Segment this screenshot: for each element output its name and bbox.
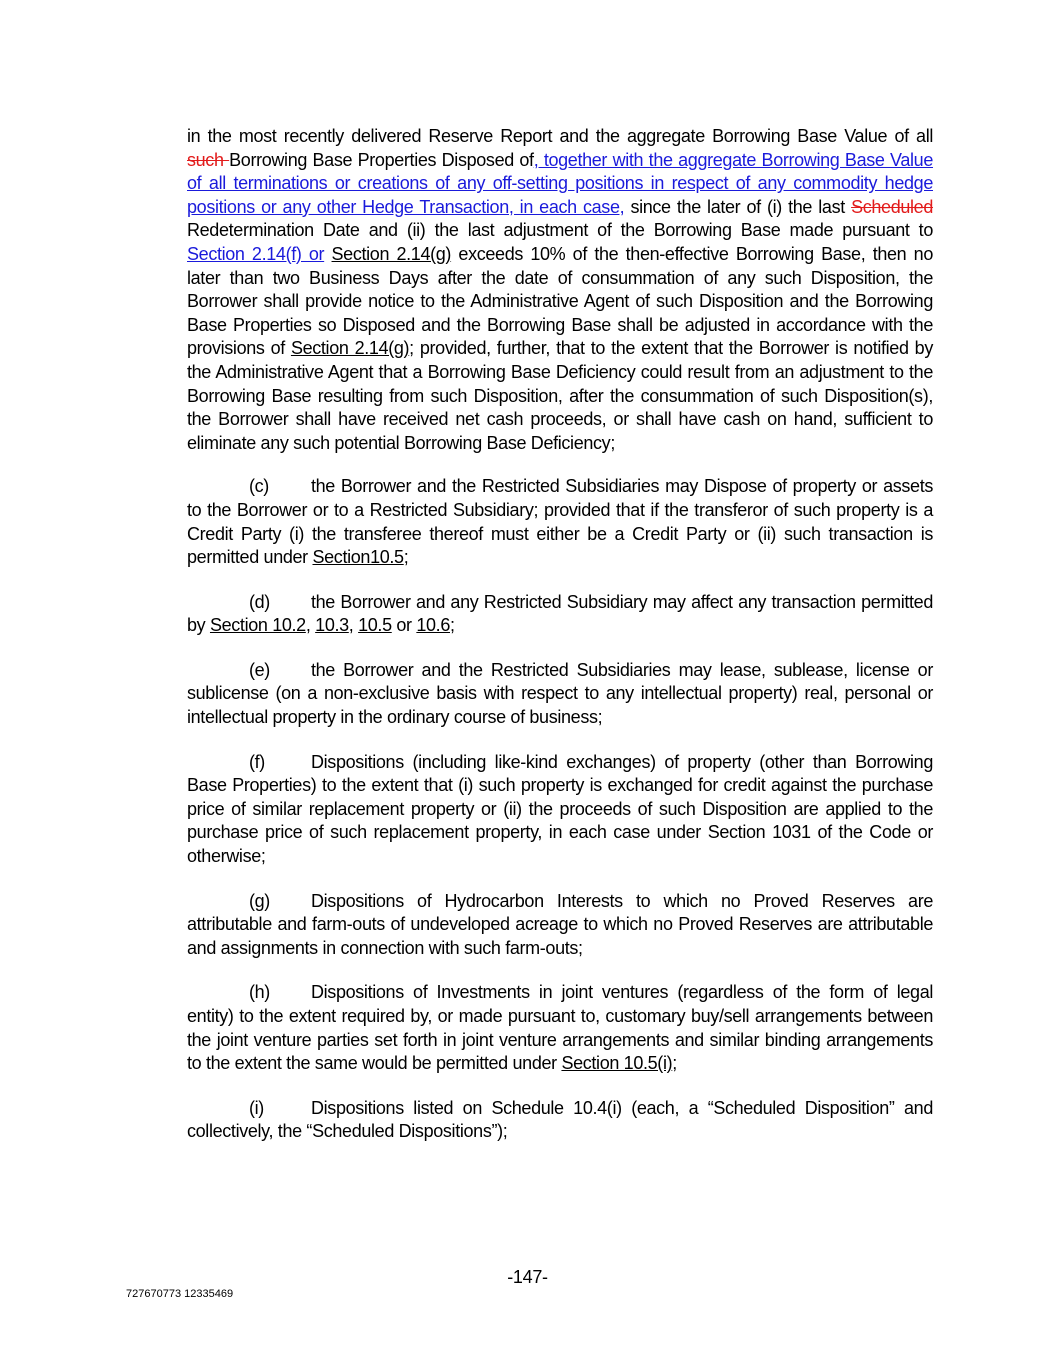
inserted-text: Section 2.14(f) or [187,243,325,264]
text-run: ; [403,547,409,568]
paragraph-label: (d) [249,591,270,612]
section-reference: Section 2.14(g) [331,243,452,264]
paragraph-label: (f) [249,751,265,772]
section-reference: 10.3 [315,615,349,636]
document-id: 727670773 12335469 [126,1288,234,1300]
paragraph-label: (e) [249,659,270,680]
paragraph-c [187,475,933,569]
text-run: since the later of (i) the last [624,196,852,217]
paragraph-h [187,981,933,1075]
text-run: ; [450,615,455,636]
section-reference: Section 10.5(i) [561,1053,673,1074]
text-run: Dispositions of Hydrocarbon Interests to which no Proved Reserves are attributable and farm-outs of undeveloped acreage to which no Proved Reserves are attributable and assignments in connection with such farm-outs; [187,890,933,958]
paragraph-i [187,1097,933,1144]
text-run: the Borrower and any Restricted Subsidiary may affect any transaction permitted by [187,591,933,636]
text-run: Borrowing Base Properties Disposed of [229,149,534,170]
section-reference: Section10.5 [312,547,404,568]
text-run [324,244,331,264]
paragraph-label: (c) [249,476,269,497]
text-run: Redetermination Date and (ii) the last adjustment of the Borrowing Base made pursuant to [187,220,933,241]
section-reference: 10.5 [358,615,392,636]
page-number: -147- [507,1267,548,1287]
text-run: Dispositions listed on Schedule 10.4(i) (each, a “Scheduled Disposition” and collectively, the “Scheduled Dispositions”); [187,1097,933,1142]
section-reference: Section 2.14(g) [290,338,410,359]
text-run: or [391,615,417,636]
deleted-text: such [187,149,230,170]
section-reference: 10.6 [416,615,450,636]
text-run: the Borrower and the Restricted Subsidiaries may lease, sublease, license or sublicense (on a non-exclusive basis with respect to any intellectual property) real, personal or intellectual property in the ordinary course of business; [187,659,933,728]
text-run: ; provided, further, that to the extent that the Borrower is notified by the Administrative Agent that a Borrowing Base Deficiency could result from an adjustment to the Borrowing Base resulting from such Disposition, after the consummation of such Disposition(s), the Borrower shall have received net cash proceeds, or shall have cash on hand, sufficient to eliminate any such potential Borrowing Base Deficiency; [187,338,933,453]
paragraph-d [187,591,933,638]
text-run: Dispositions of Investments in joint ventures (regardless of the form of legal entity) to the extent required by, or made pursuant to, customary buy/sell arrangements between the joint venture parties set forth in joint venture arrangements and similar binding arrangements to the extent the same would be permitted under [187,982,933,1074]
text-run: in the most recently delivered Reserve Report and the aggregate Borrowing Base Value of all [187,126,933,146]
document-body [187,125,933,1165]
paragraph-label: (i) [249,1097,264,1118]
paragraph-label: (g) [249,890,270,911]
paragraph-f [187,751,933,869]
paragraph-b-continued [187,125,933,455]
text-run: ; [672,1053,677,1074]
paragraph-e [187,659,933,730]
paragraph-g [187,890,933,961]
text-run: , [348,615,359,636]
deleted-text: Scheduled [851,196,933,217]
inserted-text: , together with the aggregate Borrowing Base Value of all terminations or creations of any off-setting positions in respect of any commodity hedge positions or any other Hedge Transaction, in each case, [187,149,933,217]
text-run: , [305,615,316,636]
text-run: exceeds 10% of the then-effective Borrowing Base, then no later than two Business Days after the date of consummation of any such Disposition, the Borrower shall provide notice to the Administrative Agent of such Disposition and the Borrowing Base Properties so Disposed and the Borrowing Base shall be adjusted in accordance with the provisions of [187,243,934,359]
text-run: the Borrower and the Restricted Subsidiaries may Dispose of property or assets to the Borrower or to a Restricted Subsidiary; provided that if the transferor of such property is a Credit Party (i) the transferee thereof must either be a Credit Party or (ii) such transaction is permitted under [187,476,933,568]
paragraph-label: (h) [249,982,270,1003]
section-reference: Section 10.2 [209,615,306,636]
text-run: Dispositions (including like-kind exchanges) of property (other than Borrowing Base Properties) to the extent that (i) such property is exchanged for credit against the purchase price of similar replacement property or (ii) the proceeds of such Disposition are applied to the purchase price of such replacement property, in each case under Section 1031 of the Code or otherwise; [187,751,933,867]
